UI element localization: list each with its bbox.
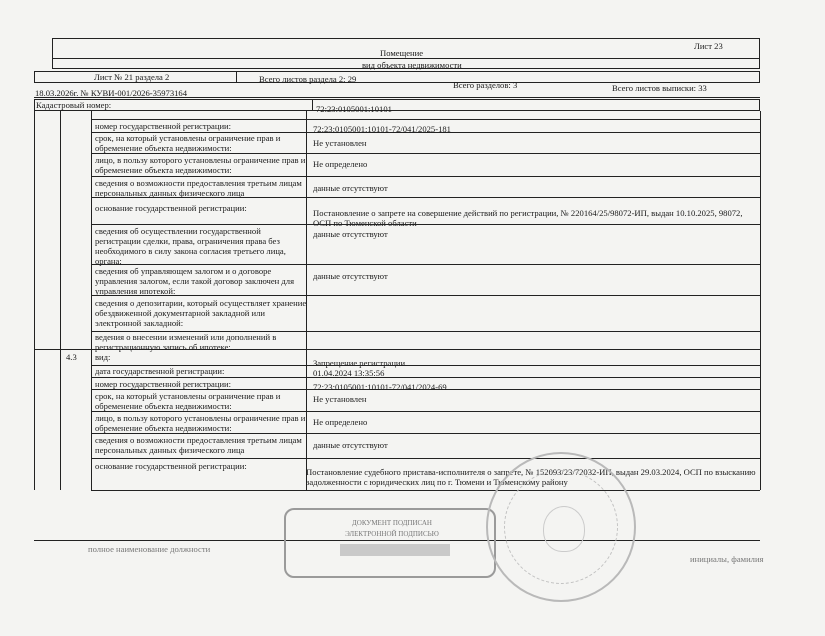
b2-term-label: срок, на который установлены ограничение прав и обременение объекта недвижимости: <box>95 391 281 411</box>
b2-person-value: Не определено <box>313 417 368 427</box>
b1-term-value: Не установлен <box>313 138 367 148</box>
b2-term-value: Не установлен <box>313 394 367 404</box>
total-section-sheets: Всего листов раздела 2: 29 <box>259 74 357 84</box>
section-sheet: Лист № 21 раздела 2 <box>94 72 170 82</box>
b1-person-label: лицо, в пользу которого установлены ограничение прав и обременение объекта недвижимости: <box>95 155 306 175</box>
b1-consent-label: сведения об осуществлении государственной регистрации сделки, права, ограничения права без необходимого в силу закона согласия третьего лица, органа: <box>95 226 286 266</box>
cadastral-label: Кадастровый номер: <box>36 100 112 110</box>
b1-pledge-value: данные отсутствуют <box>313 271 388 281</box>
table-left-border <box>34 111 35 490</box>
signature-label: инициалы, фамилия <box>690 554 764 564</box>
stamp-bar <box>340 544 450 556</box>
b1-basis-value: Постановление о запрете на совершение действий по регистрации, № 220164/25/98072-ИП, выдан 10.10.2025, 98072, ОСП по Тюменской области <box>313 208 743 228</box>
table-right-border <box>760 111 761 490</box>
b2-basis-label: основание государственной регистрации: <box>95 461 247 471</box>
total-sections: Всего разделов: 3 <box>453 80 518 90</box>
cadastral-row <box>34 99 760 111</box>
b1-basis-label: основание государственной регистрации: <box>95 203 247 213</box>
stamp-text: ДОКУМЕНТ ПОДПИСАН ЭЛЕКТРОННОЙ ПОДПИСЬЮ <box>345 519 439 538</box>
b1-term-label: срок, на который установлены ограничение прав и обременение объекта недвижимости: <box>95 133 281 153</box>
b1-changes-label: ведения о внесении изменений или дополнений в регистрационную запись об ипотеке: <box>95 332 277 352</box>
b2-reg-number-value: 72:23:0105001:10101-72/041/2024-69 <box>313 382 447 392</box>
b2-third-party-value: данные отсутствуют <box>313 440 388 450</box>
position-label: полное наименование должности <box>88 544 211 554</box>
seal-emblem <box>543 506 585 552</box>
b1-third-party-label: сведения о возможности предоставления третьим лицам персональных данных физического лица <box>95 178 302 198</box>
b1-consent-value: данные отсутствуют <box>313 229 388 239</box>
b2-date-value: 01.04.2024 13:35:56 <box>313 368 385 378</box>
b1-pledge-label: сведения об управляющем залогом и о договоре управления залогом, если такой договор заключен для управления ипотекой: <box>95 266 295 296</box>
date-number: 18.03.2026г. № КУВИ-001/2026-35973164 <box>35 88 188 98</box>
b1-depositary-label: сведения о депозитарии, который осуществляет хранение обездвиженной документарной закладной или электронной закладной: <box>95 298 307 328</box>
b2-kind-value: Запрещение регистрации <box>313 358 406 368</box>
b2-person-label: лицо, в пользу которого установлены ограничение прав и обременение объекта недвижимости: <box>95 413 306 433</box>
official-seal <box>486 452 636 602</box>
b2-third-party-label: сведения о возможности предоставления третьим лицам персональных данных физического лица <box>95 435 302 455</box>
b1-third-party-value: данные отсутствуют <box>313 183 388 193</box>
b1-reg-number-label: номер государственной регистрации: <box>95 121 232 131</box>
cadastral-value: 72:23:0105001:10101 <box>316 104 392 114</box>
page-title: Помещение <box>380 48 424 58</box>
electronic-signature-stamp <box>284 508 496 578</box>
b2-date-label: дата государственной регистрации: <box>95 366 225 376</box>
page-subtitle: вид объекта недвижимости <box>362 60 462 70</box>
b2-reg-number-label: номер государственной регистрации: <box>95 379 232 389</box>
b1-person-value: Не определено <box>313 159 368 169</box>
total-extract-sheets: Всего листов выписки: 33 <box>612 83 707 93</box>
b2-basis-value: Постановление судебного пристава-исполнителя о запрете, № 152093/23/72032-ИП, выдан 29.03.2024, ОСП по взысканию задолженности с юридических лиц по г. Тюмени и Тюменскому району <box>306 467 756 487</box>
sheet-label: Лист 23 <box>694 41 723 51</box>
b1-reg-number-value: 72:23:0105001:10101-72/041/2025-181 <box>313 124 451 134</box>
b2-kind-label: вид: <box>95 352 111 362</box>
b2-number: 4.3 <box>66 352 77 362</box>
